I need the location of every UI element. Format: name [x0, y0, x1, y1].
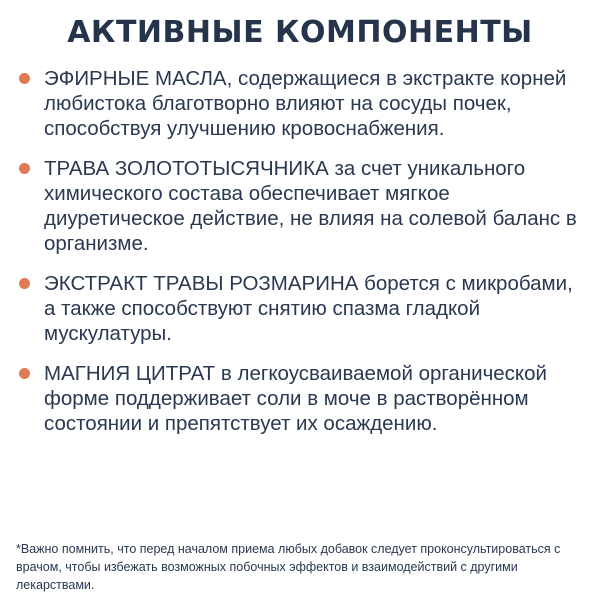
disclaimer-footnote: *Важно помнить, что перед началом приема любых добавок следует проконсультироваться с врачом, чтобы избежать возможных побочных эффектов и взаимодействий с другими лекарствами. [16, 542, 561, 592]
bullet-dot-icon [19, 278, 30, 289]
bullet-dot-icon [19, 163, 30, 174]
component-text: ЭКСТРАКТ ТРАВЫ РОЗМАРИНА борется с микробами, а также способствуют снятию спазма гладкой мускулатуры. [44, 272, 573, 345]
component-text: ЭФИРНЫЕ МАСЛА, содержащиеся в экстракте корней любистока благотворно влияют на сосуды почек, способствуя улучшению кровоснабжения. [44, 67, 567, 140]
bullet-dot-icon [19, 73, 30, 84]
component-item [16, 361, 586, 436]
component-item [16, 66, 586, 141]
component-text: МАГНИЯ ЦИТРАТ в легкоусваиваемой органической форме поддерживает соли в моче в растворённом состоянии и препятствует их осаждению. [44, 362, 547, 435]
component-text: ТРАВА ЗОЛОТОТЫСЯЧНИКА за счет уникального химического состава обеспечивает мягкое диуретическое действие, не влияя на солевой баланс в организме. [44, 157, 577, 255]
bullet-dot-icon [19, 368, 30, 379]
page-title: АКТИВНЫЕ КОМПОНЕНТЫ [67, 15, 533, 50]
component-item [16, 271, 586, 346]
component-item [16, 156, 586, 256]
component-list [16, 66, 586, 451]
